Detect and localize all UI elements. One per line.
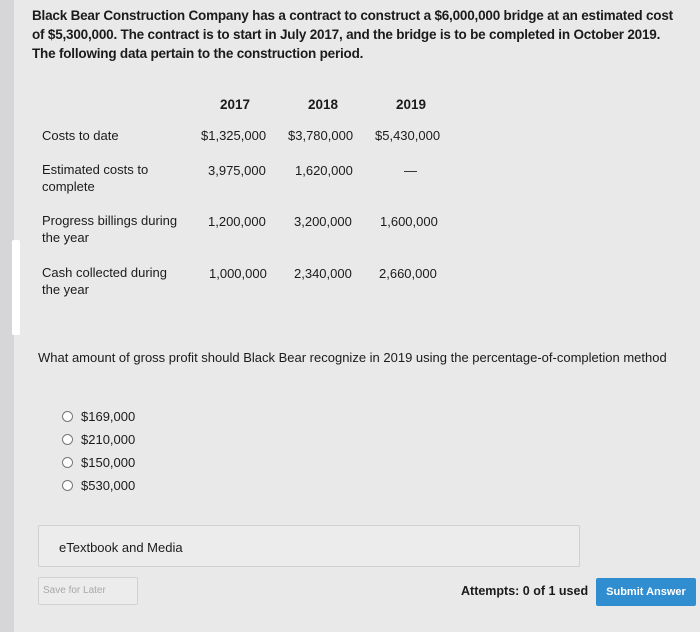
row-label-estimated-costs: Estimated costs to complete xyxy=(42,162,149,194)
answer-option[interactable] xyxy=(62,408,135,426)
table-cell: $5,430,000 xyxy=(375,128,441,143)
table-cell: $1,325,000 xyxy=(201,128,267,143)
submit-answer-button[interactable]: Submit Answer xyxy=(596,578,696,606)
option-label: $150,000 xyxy=(81,455,136,470)
row-label-cash-collected: Cash collected during the year xyxy=(42,265,168,297)
scroll-thumb[interactable] xyxy=(12,240,20,335)
answer-option[interactable] xyxy=(62,477,135,495)
row-label-progress-billings: Progress billings during the year xyxy=(42,213,178,245)
question-text: What amount of gross profit should Black Bear recognize in 2019 using the percentage-of-completion method xyxy=(38,350,667,365)
table-cell: — xyxy=(404,163,417,178)
table-cell: 2,340,000 xyxy=(294,266,352,281)
table-cell: 3,200,000 xyxy=(294,214,352,229)
option-label: $210,000 xyxy=(81,432,136,447)
option-label: $530,000 xyxy=(81,478,136,493)
radio-button[interactable] xyxy=(62,480,73,491)
problem-intro: Black Bear Construction Company has a contract to construct a $6,000,000 bridge at an estimated cost of $5,300,000. The contract is to start in July 2017, and the bridge is to be completed in October 2019. The following data pertain to the construction period. xyxy=(32,8,673,61)
radio-button[interactable] xyxy=(62,411,73,422)
table-cell: 1,200,000 xyxy=(208,214,266,229)
table-cell: 2,660,000 xyxy=(379,266,437,281)
year-header-2019: 2019 xyxy=(396,97,427,112)
answer-option[interactable] xyxy=(62,454,135,472)
table-cell: 1,620,000 xyxy=(295,163,353,178)
answer-option[interactable] xyxy=(62,431,135,449)
table-cell: 3,975,000 xyxy=(208,163,266,178)
etextbook-media-panel[interactable] xyxy=(38,525,580,567)
radio-button[interactable] xyxy=(62,434,73,445)
etextbook-media-label: eTextbook and Media xyxy=(59,540,183,555)
table-cell: 1,000,000 xyxy=(209,266,267,281)
row-label-costs-to-date: Costs to date xyxy=(42,128,119,143)
year-header-2017: 2017 xyxy=(220,97,251,112)
year-header-2018: 2018 xyxy=(308,97,339,112)
attempts-counter: Attempts: 0 of 1 used xyxy=(461,584,589,598)
radio-button[interactable] xyxy=(62,457,73,468)
table-cell: 1,600,000 xyxy=(380,214,438,229)
option-label: $169,000 xyxy=(81,409,136,424)
save-for-later-button[interactable]: Save for Later xyxy=(38,577,138,605)
table-cell: $3,780,000 xyxy=(288,128,354,143)
